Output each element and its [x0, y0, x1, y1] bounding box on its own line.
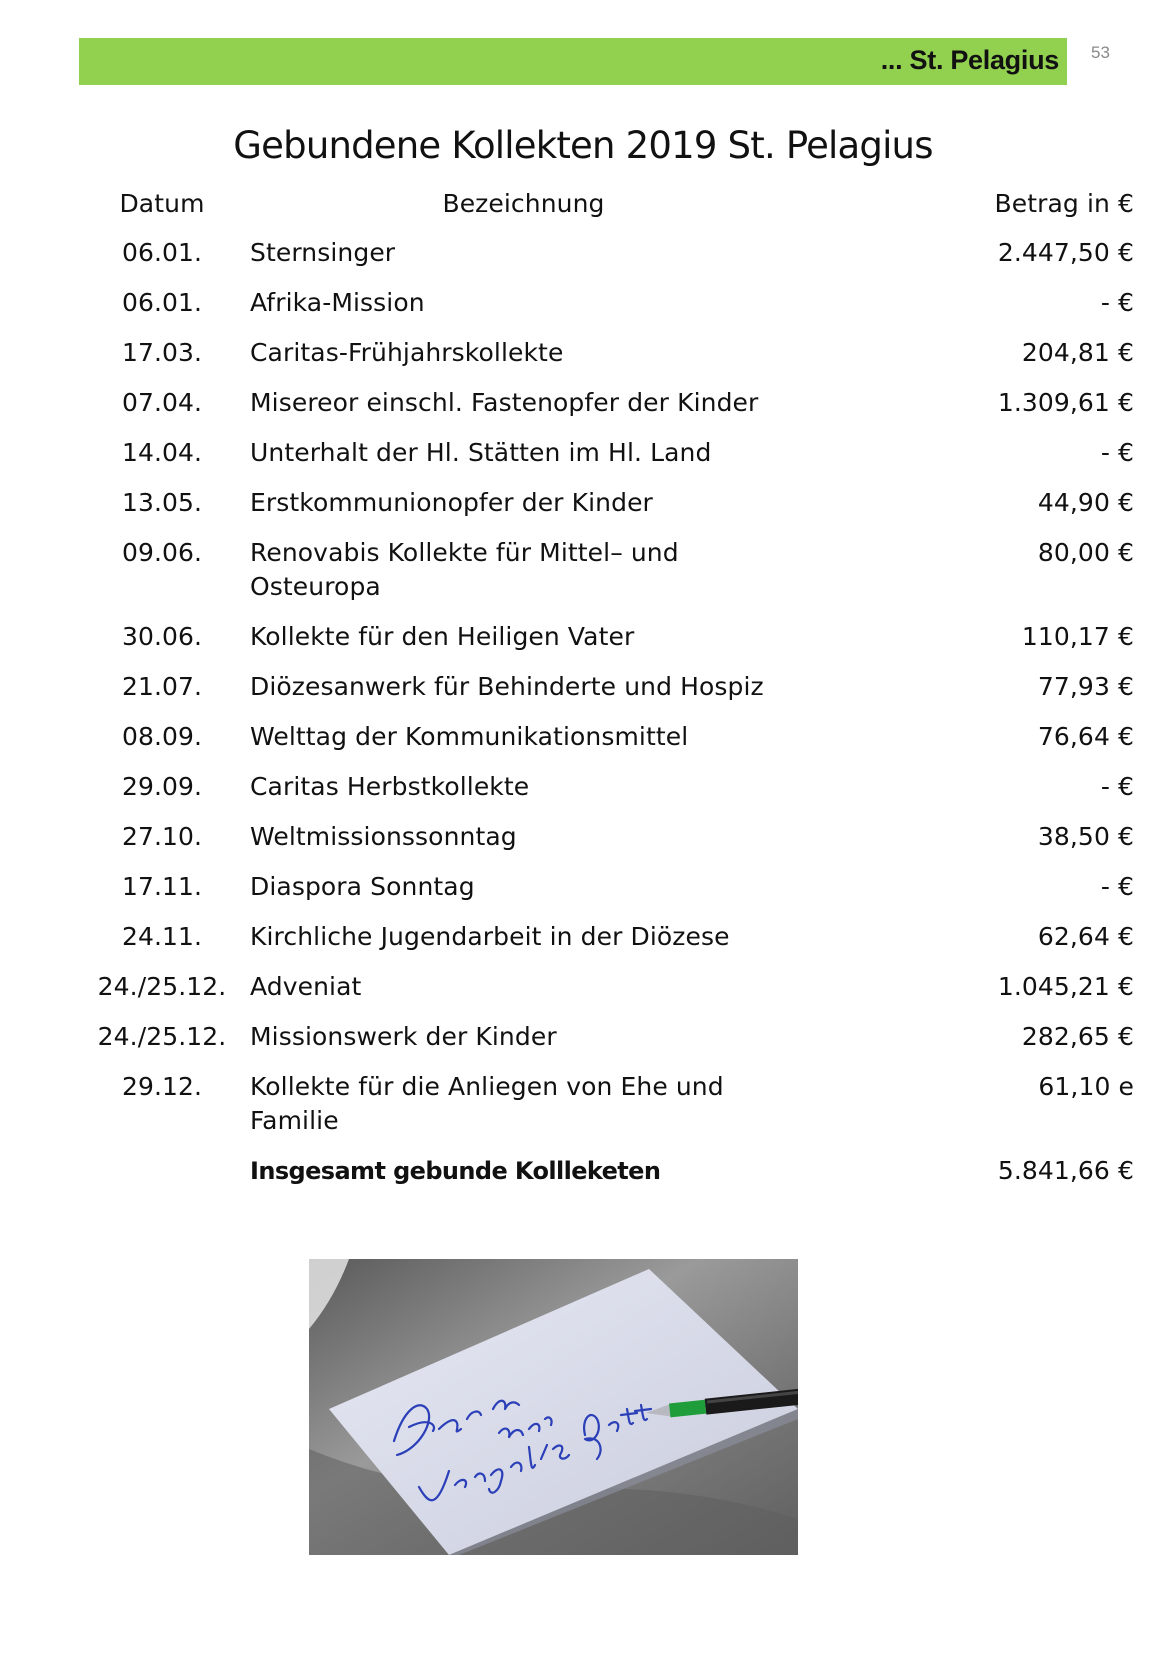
row-amount: 76,64 €: [1037, 722, 1134, 751]
row-description: Renovabis Kollekte für Mittel– und Osteuropa: [250, 538, 679, 601]
thank-you-card-illustration: [309, 1259, 798, 1555]
row-date: 06.01.: [121, 288, 203, 317]
thank-you-photo: [309, 1259, 798, 1555]
total-label: Insgesamt gebunde Kollleketen: [250, 1157, 661, 1185]
table-row: [84, 763, 1134, 813]
row-amount: 38,50 €: [1037, 822, 1134, 851]
table-row: [84, 913, 1134, 963]
table-row: [84, 963, 1134, 1013]
section-title: ... St. Pelagius: [880, 45, 1059, 75]
table-row: [84, 279, 1134, 329]
row-description: Welttag der Kommunikationsmittel: [250, 722, 689, 751]
row-description: Afrika-Mission: [250, 288, 425, 317]
row-amount: 1.045,21 €: [997, 972, 1134, 1001]
row-date: 17.11.: [121, 872, 203, 901]
table-row: [84, 663, 1134, 713]
table-row: [84, 613, 1134, 663]
table-row: [84, 529, 1134, 613]
table-row: [84, 479, 1134, 529]
row-date: 07.04.: [121, 388, 203, 417]
row-date: 17.03.: [121, 338, 203, 367]
row-amount: 110,17 €: [1021, 622, 1134, 651]
header-bar: [79, 38, 1067, 85]
page-title: Gebundene Kollekten 2019 St. Pelagius: [233, 124, 933, 167]
row-amount: 44,90 €: [1037, 488, 1134, 517]
row-date: 24./25.12.: [97, 972, 227, 1001]
table-row: [84, 1063, 1134, 1147]
table-row: [84, 813, 1134, 863]
row-amount: 61,10 e: [1038, 1072, 1134, 1101]
row-amount: 62,64 €: [1037, 922, 1134, 951]
row-amount: 1.309,61 €: [997, 388, 1134, 417]
row-amount: 80,00 €: [1037, 538, 1134, 567]
row-date: 30.06.: [121, 622, 203, 651]
row-date: 09.06.: [121, 538, 203, 567]
row-description: Diaspora Sonntag: [250, 872, 475, 901]
row-date: 24./25.12.: [97, 1022, 227, 1051]
collections-table: [84, 183, 1134, 1197]
row-description: Caritas Herbstkollekte: [250, 772, 530, 801]
page-number: 53: [1091, 43, 1110, 62]
row-date: 29.09.: [121, 772, 203, 801]
row-description: Sternsinger: [250, 238, 396, 267]
row-date: 29.12.: [121, 1072, 203, 1101]
row-amount: - €: [1100, 772, 1134, 801]
row-description: Erstkommunionopfer der Kinder: [250, 488, 653, 517]
row-amount: 77,93 €: [1037, 672, 1134, 701]
table-row: [84, 229, 1134, 279]
row-amount: - €: [1100, 438, 1134, 467]
table-header-row: [84, 183, 1134, 229]
row-date: 13.05.: [121, 488, 203, 517]
row-amount: - €: [1100, 288, 1134, 317]
row-amount: 204,81 €: [1021, 338, 1134, 367]
row-description: Kirchliche Jugendarbeit in der Diözese: [250, 922, 730, 951]
row-description: Misereor einschl. Fastenopfer der Kinder: [250, 388, 759, 417]
table-row: [84, 1013, 1134, 1063]
row-date: 14.04.: [121, 438, 203, 467]
row-amount: 2.447,50 €: [997, 238, 1134, 267]
row-description: Unterhalt der Hl. Stätten im Hl. Land: [250, 438, 712, 467]
total-amount: 5.841,66 €: [997, 1156, 1134, 1185]
table-row: [84, 713, 1134, 763]
table-row: [84, 863, 1134, 913]
row-description: Diözesanwerk für Behinderte und Hospiz: [250, 672, 764, 701]
table-row: [84, 379, 1134, 429]
column-header-date: Datum: [119, 189, 205, 218]
row-description: Missionswerk der Kinder: [250, 1022, 557, 1051]
row-date: 08.09.: [121, 722, 203, 751]
row-description: Weltmissionssonntag: [250, 822, 517, 851]
table-row: [84, 329, 1134, 379]
row-date: 21.07.: [121, 672, 203, 701]
row-amount: 282,65 €: [1021, 1022, 1134, 1051]
row-date: 24.11.: [121, 922, 203, 951]
total-row: [84, 1147, 1134, 1197]
column-header-amount: Betrag in €: [994, 189, 1134, 218]
table-row: [84, 429, 1134, 479]
row-description: Caritas-Frühjahrskollekte: [250, 338, 564, 367]
row-description: Kollekte für die Anliegen von Ehe und Familie: [250, 1072, 724, 1135]
row-date: 06.01.: [121, 238, 203, 267]
row-amount: - €: [1100, 872, 1134, 901]
row-date: 27.10.: [121, 822, 203, 851]
row-description: Adveniat: [250, 972, 362, 1001]
column-header-description: Bezeichnung: [442, 189, 605, 218]
row-description: Kollekte für den Heiligen Vater: [250, 622, 635, 651]
